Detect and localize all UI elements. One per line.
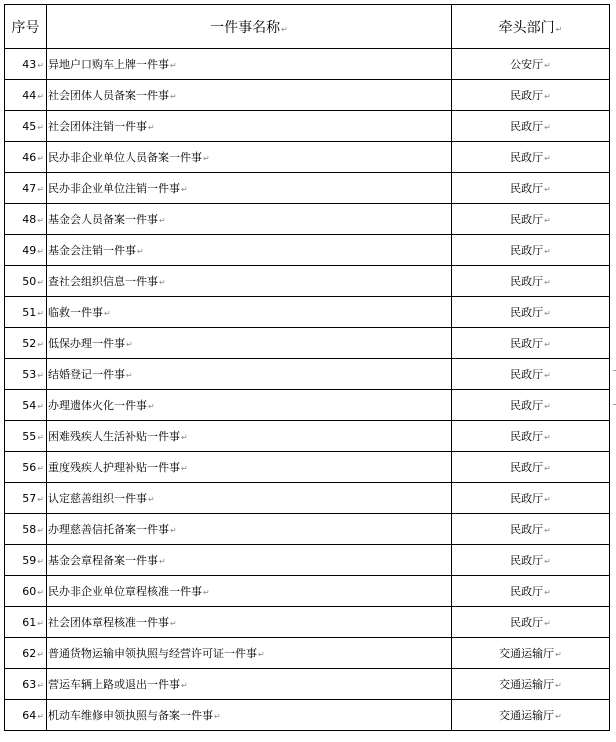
item-name-cell: 机动车维修申领执照与备案一件事↵ bbox=[47, 700, 452, 731]
item-name-cell: 社会团体章程核准一件事↵ bbox=[47, 607, 452, 638]
lead-department-cell: 交通运输厅↵ bbox=[452, 669, 610, 700]
table-row bbox=[5, 111, 610, 142]
serial-number-cell: 50↵ bbox=[5, 266, 47, 297]
lead-department-cell: 民政厅↵ bbox=[452, 421, 610, 452]
lead-department-cell: 民政厅↵ bbox=[452, 576, 610, 607]
serial-number-cell: 60↵ bbox=[5, 576, 47, 607]
lead-department-cell: 民政厅↵ bbox=[452, 266, 610, 297]
lead-department-cell: 民政厅↵ bbox=[452, 204, 610, 235]
item-name-cell: 民办非企业单位章程核准一件事↵ bbox=[47, 576, 452, 607]
item-name-cell: 认定慈善组织一件事↵ bbox=[47, 483, 452, 514]
serial-number-cell: 64↵ bbox=[5, 700, 47, 731]
lead-department-cell: 民政厅↵ bbox=[452, 297, 610, 328]
lead-department-cell: 民政厅↵ bbox=[452, 142, 610, 173]
serial-number-cell: 45↵ bbox=[5, 111, 47, 142]
serial-number-cell: 53↵ bbox=[5, 359, 47, 390]
table-row bbox=[5, 421, 610, 452]
lead-department-cell: 民政厅↵ bbox=[452, 390, 610, 421]
header-row bbox=[5, 5, 610, 49]
table-row bbox=[5, 359, 610, 390]
lead-department-cell: 民政厅↵ bbox=[452, 173, 610, 204]
table-row bbox=[5, 638, 610, 669]
table-row bbox=[5, 297, 610, 328]
lead-department-cell: 公安厅↵ bbox=[452, 49, 610, 80]
lead-department-cell: 民政厅↵ bbox=[452, 514, 610, 545]
lead-department-cell: 交通运输厅↵ bbox=[452, 638, 610, 669]
item-name-cell: 异地户口购车上牌一件事↵ bbox=[47, 49, 452, 80]
serial-number-cell: 47↵ bbox=[5, 173, 47, 204]
lead-department-cell: 民政厅↵ bbox=[452, 545, 610, 576]
item-name-cell: 低保办理一件事↵ bbox=[47, 328, 452, 359]
table-row bbox=[5, 452, 610, 483]
header-item-name: 一件事名称↵ bbox=[47, 5, 452, 49]
table-row bbox=[5, 204, 610, 235]
lead-department-cell: 民政厅↵ bbox=[452, 452, 610, 483]
table-row bbox=[5, 142, 610, 173]
table-body bbox=[5, 49, 610, 731]
table-row bbox=[5, 545, 610, 576]
serial-number-cell: 57↵ bbox=[5, 483, 47, 514]
item-name-cell: 办理慈善信托备案一件事↵ bbox=[47, 514, 452, 545]
lead-department-cell: 民政厅↵ bbox=[452, 607, 610, 638]
table-row bbox=[5, 576, 610, 607]
item-name-cell: 办理遗体火化一件事↵ bbox=[47, 390, 452, 421]
lead-department-cell: 民政厅↵ bbox=[452, 80, 610, 111]
lead-department-cell: 民政厅↵ bbox=[452, 235, 610, 266]
serial-number-cell: 44↵ bbox=[5, 80, 47, 111]
serial-number-cell: 58↵ bbox=[5, 514, 47, 545]
serial-number-cell: 63↵ bbox=[5, 669, 47, 700]
serial-number-cell: 51↵ bbox=[5, 297, 47, 328]
item-name-cell: 结婚登记一件事↵ bbox=[47, 359, 452, 390]
serial-number-cell: 59↵ bbox=[5, 545, 47, 576]
serial-number-cell: 61↵ bbox=[5, 607, 47, 638]
lead-department-cell: 民政厅↵ bbox=[452, 328, 610, 359]
table-row bbox=[5, 514, 610, 545]
serial-number-cell: 43↵ bbox=[5, 49, 47, 80]
item-name-cell: 营运车辆上路或退出一件事↵ bbox=[47, 669, 452, 700]
serial-number-cell: 52↵ bbox=[5, 328, 47, 359]
table-row bbox=[5, 700, 610, 731]
item-name-cell: 临救一件事↵ bbox=[47, 297, 452, 328]
table-row bbox=[5, 390, 610, 421]
table-header bbox=[5, 5, 610, 49]
item-name-cell: 困难残疾人生活补贴一件事↵ bbox=[47, 421, 452, 452]
serial-number-cell: 55↵ bbox=[5, 421, 47, 452]
serial-number-cell: 48↵ bbox=[5, 204, 47, 235]
item-name-cell: 重度残疾人护理补贴一件事↵ bbox=[47, 452, 452, 483]
serial-number-cell: 49↵ bbox=[5, 235, 47, 266]
table-row bbox=[5, 49, 610, 80]
item-name-cell: 基金会人员备案一件事↵ bbox=[47, 204, 452, 235]
item-name-cell: 社会团体人员备案一件事↵ bbox=[47, 80, 452, 111]
table-row bbox=[5, 669, 610, 700]
serial-number-cell: 46↵ bbox=[5, 142, 47, 173]
table-row bbox=[5, 80, 610, 111]
lead-department-cell: 民政厅↵ bbox=[452, 111, 610, 142]
table-row bbox=[5, 328, 610, 359]
service-table bbox=[4, 4, 610, 731]
item-name-cell: 民办非企业单位注销一件事↵ bbox=[47, 173, 452, 204]
table-row bbox=[5, 266, 610, 297]
header-serial-number: 序号 bbox=[5, 5, 47, 49]
table-row bbox=[5, 235, 610, 266]
item-name-cell: 普通货物运输申领执照与经营许可证一件事↵ bbox=[47, 638, 452, 669]
lead-department-cell: 民政厅↵ bbox=[452, 359, 610, 390]
serial-number-cell: 54↵ bbox=[5, 390, 47, 421]
item-name-cell: 民办非企业单位人员备案一件事↵ bbox=[47, 142, 452, 173]
serial-number-cell: 56↵ bbox=[5, 452, 47, 483]
item-name-cell: 基金会章程备案一件事↵ bbox=[47, 545, 452, 576]
table-row bbox=[5, 607, 610, 638]
item-name-cell: 基金会注销一件事↵ bbox=[47, 235, 452, 266]
lead-department-cell: 民政厅↵ bbox=[452, 483, 610, 514]
table-row bbox=[5, 483, 610, 514]
header-lead-department: 牵头部门↵ bbox=[452, 5, 610, 49]
item-name-cell: 查社会组织信息一件事↵ bbox=[47, 266, 452, 297]
lead-department-cell: 交通运输厅↵ bbox=[452, 700, 610, 731]
serial-number-cell: 62↵ bbox=[5, 638, 47, 669]
item-name-cell: 社会团体注销一件事↵ bbox=[47, 111, 452, 142]
table-row bbox=[5, 173, 610, 204]
